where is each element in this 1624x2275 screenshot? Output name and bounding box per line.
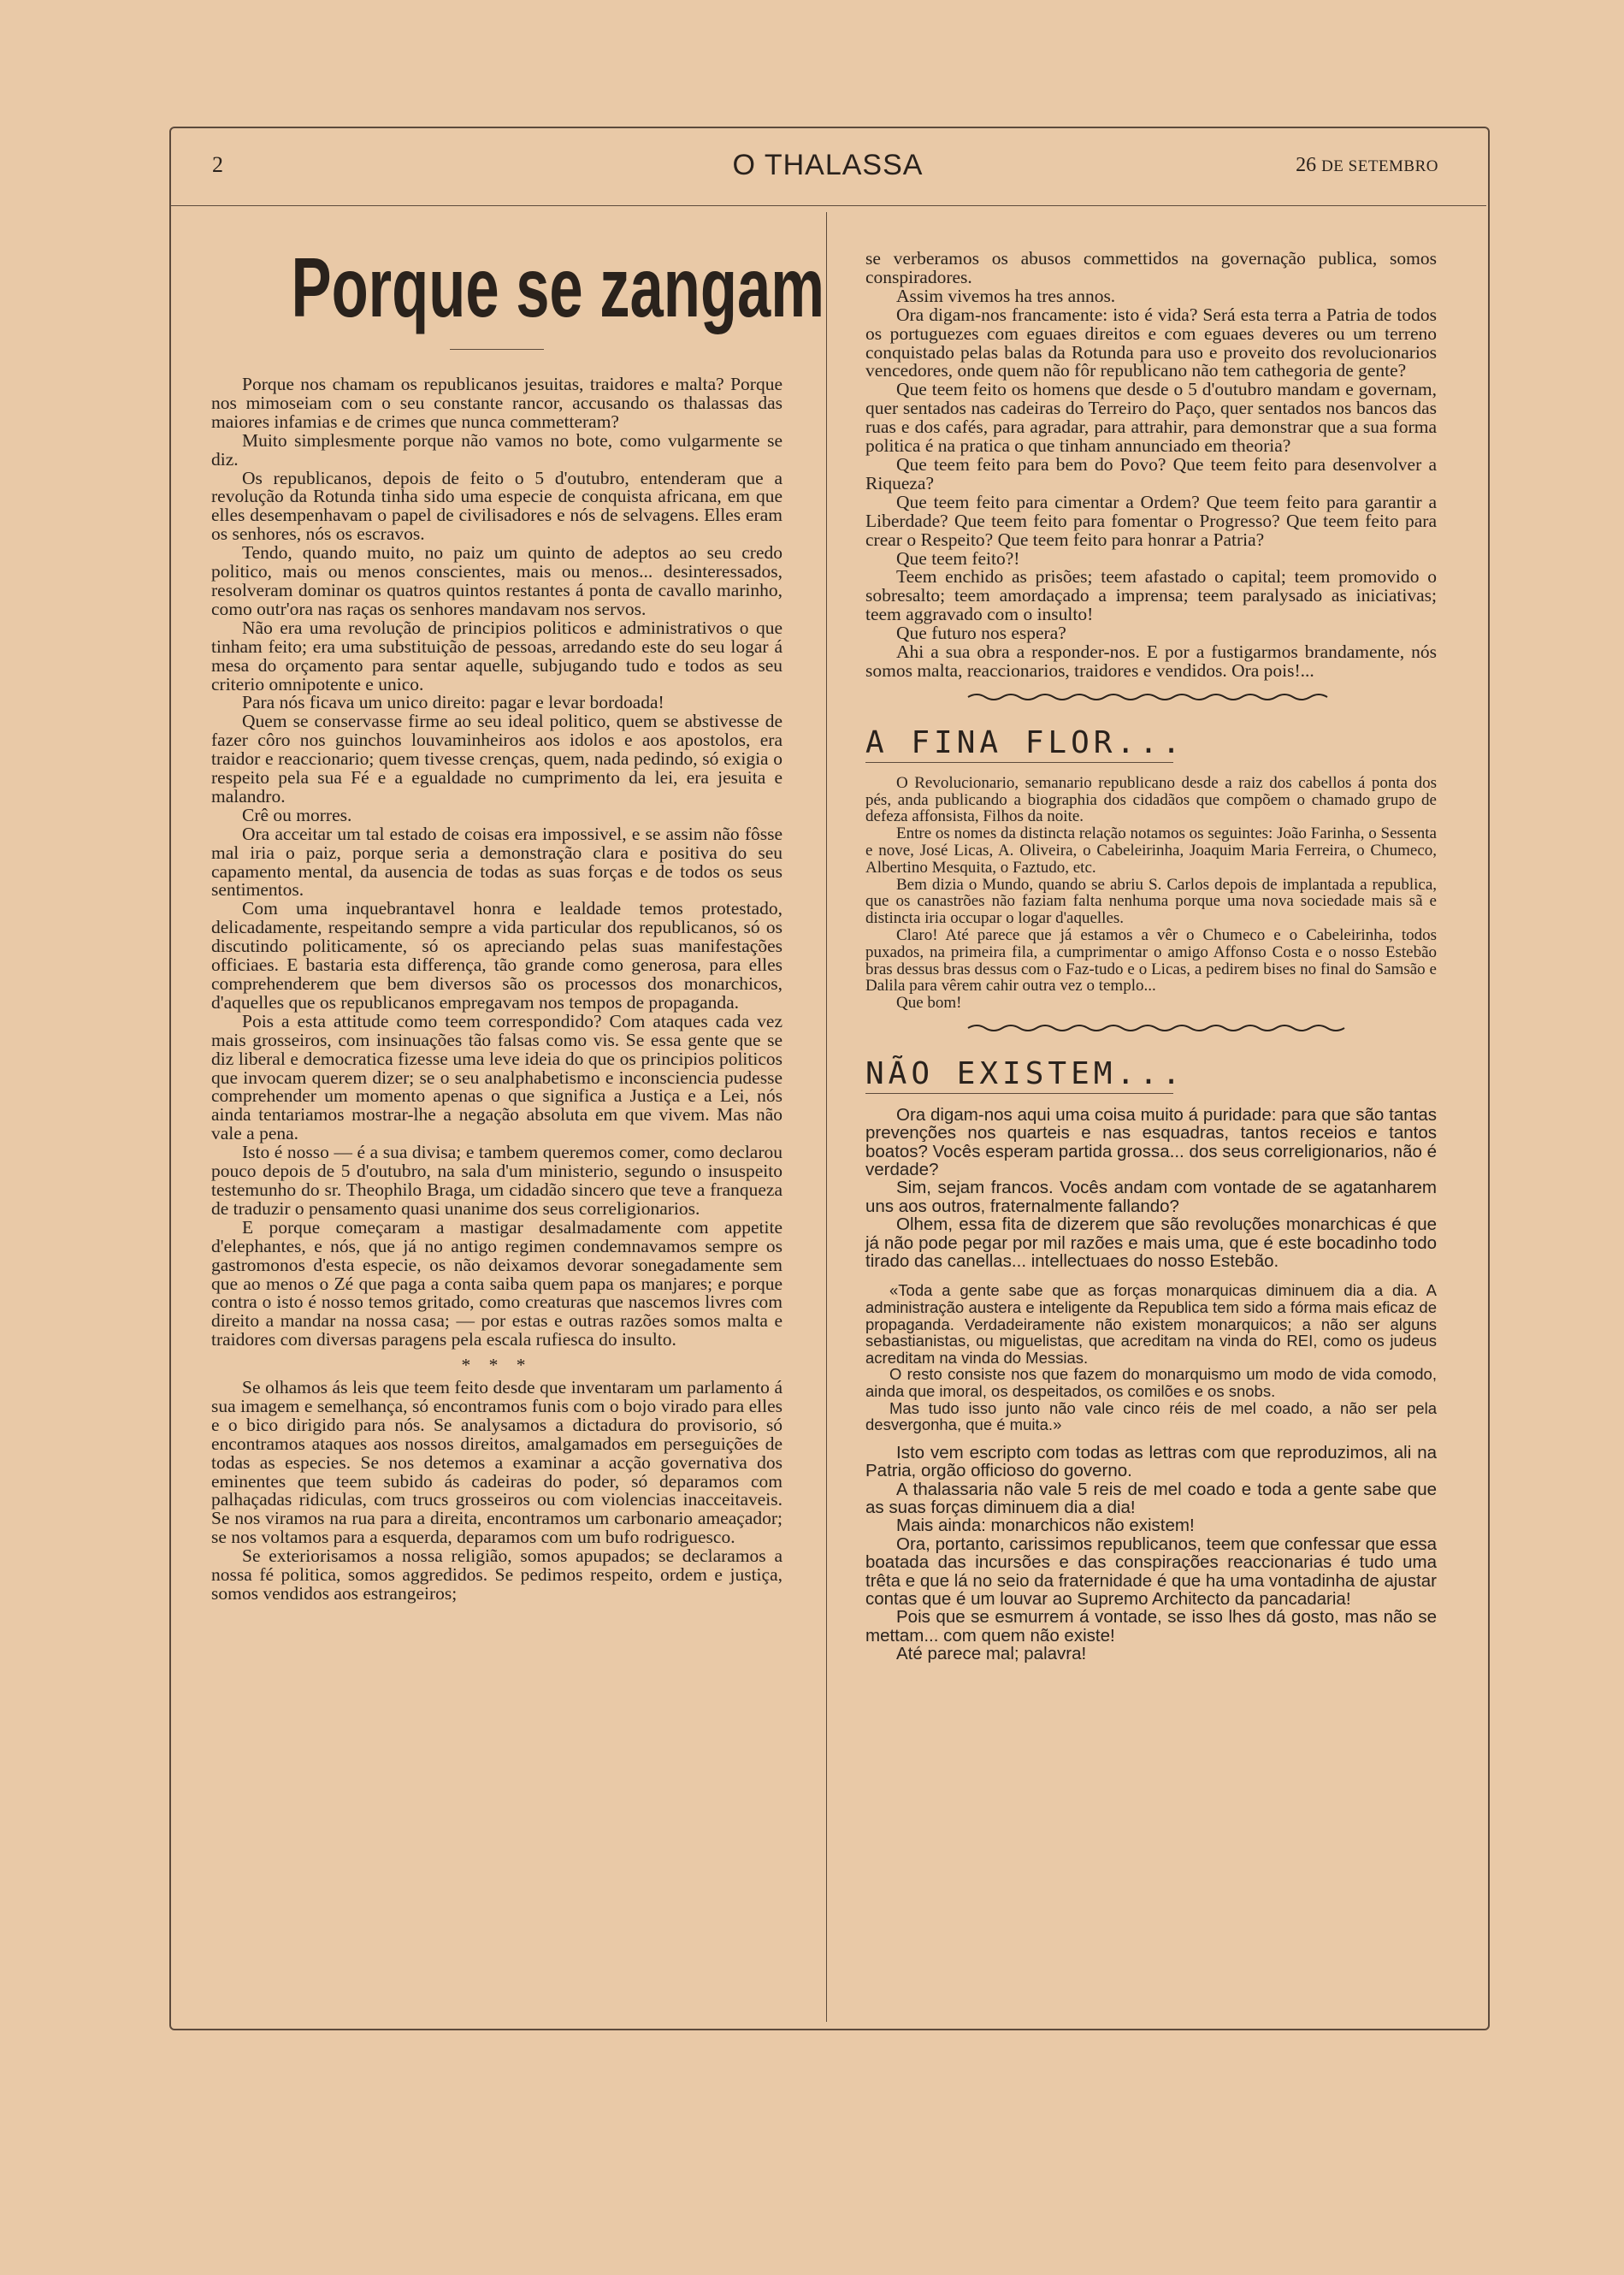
issue-date-day: 26 bbox=[1296, 154, 1317, 176]
issue-date-month: DE SETEMBRO bbox=[1321, 157, 1438, 175]
section-rule bbox=[865, 762, 1173, 763]
paragraph: Para nós ficava um unico direito: pagar e levar bordoada! bbox=[242, 692, 664, 713]
paragraph: Teem enchido as prisões; teem afastado o capital; teem promovido o sobresalto; teem amordaçado a imprensa; teem paralysado as iniciativas; teem aggravado com o insulto! bbox=[865, 566, 1437, 625]
paragraph: Isto vem escripto com todas as lettras com que reproduzimos, ali na Patria, orgão officioso do governo. bbox=[865, 1442, 1437, 1481]
paragraph: Que futuro nos espera? bbox=[896, 623, 1066, 644]
paragraph: Assim vivemos ha tres annos. bbox=[896, 285, 1116, 306]
paragraph: Ora digam-nos aqui uma coisa muito á puridade: para que são tantas prevenções nos quarteis e nas esquadras, tantos receios e tantos boatos? Vocês esperam partida grossa... dos seus correligionarios, não é verdade? bbox=[865, 1104, 1437, 1180]
paragraph: Crê ou morres. bbox=[242, 804, 352, 825]
column-divider bbox=[826, 212, 827, 2022]
paragraph: Que bom! bbox=[896, 994, 962, 1013]
paragraph: Ahi a sua obra a responder-nos. E por a fustigarmos brandamente, nós somos malta, reaccionarios, traidores e vendidos. Ora pois!... bbox=[865, 641, 1437, 681]
right-column bbox=[865, 250, 1437, 1663]
paragraph: Que teem feito?! bbox=[896, 547, 1020, 569]
paragraph: Pois a esta attitude como teem correspondido? Com ataques cada vez mais grosseiros, com insinuações tão falsas como vis. Se essa gente que se diz liberal e democratica fizesse uma leve ideia do que os principios politicos que invocam querem dizer; se o seu analphabetismo e inconsciencia pudesse comprehender um momento apenas o que significa a Justiça e a Lei, nós ainda tentariamos mostrar-lhe a negação absoluta em que vivem. Mas não vale a pena. bbox=[211, 1010, 782, 1144]
paragraph: Quem se conservasse firme ao seu ideal politico, quem se abstivesse de fazer côro nos guinchos louvaminheiros aos idolos e aos apostolos, era traidor e reaccionario; quem tivesse crenças, quem, nada pedindo, só exigia o respeito pela sua Fé e a egualdade no cumprimento da lei, era jesuita e malandro. bbox=[211, 711, 782, 807]
page-header bbox=[169, 127, 1486, 206]
paragraph: O Revolucionario, semanario republicano desde a raiz dos cabellos á ponta dos pés, anda publicando a biographia dos cidadãos que compõem o chamado grupo de defeza affonsista, Filhos da noite. bbox=[865, 773, 1437, 826]
paragraph: Se olhamos ás leis que teem feito desde que inventaram um parlamento á sua imagem e semelhança, só encontramos funis com o bojo virado para elles e o bico dirigido para nós. Se analysamos a dictadura do provisorio, só encontramos ataques aos nossos direitos, amalgamados em perseguições de todas as especies. Se nos detemos a examinar a acção governativa dos eminentes que teem subido ás cadeiras do poder, só deparamos com palhaçadas ridiculas, com trucs grosseiros ou com violencias inacceitaveis. Se nos viramos na rua para a direita, encontramos um carbonario ameaçador; se nos voltamos para a esquerda, deparamos com um bufo rodriguesco. bbox=[211, 1377, 782, 1548]
paragraph: Mais ainda: monarchicos não existem! bbox=[896, 1516, 1195, 1536]
paragraph: se verberamos os abusos commettidos na governação publica, somos conspiradores. bbox=[865, 248, 1437, 287]
paragraph: Não era uma revolução de principios politicos e administrativos o que tinham feito; era uma substituição de pessoas, arredando este do seu logar á mesa do orçamento para sentar aquelle, subjugando tudo e todos as seu criterio omnipotente e unico. bbox=[211, 617, 782, 694]
paragraph: Que teem feito para bem do Povo? Que teem feito para desenvolver a Riqueza? bbox=[865, 453, 1437, 493]
paragraph: Olhem, essa fita de dizerem que são revoluções monarchicas é que já não pode pegar por mil razões e mais uma, que é este bocadinho todo tirado das canellas... intellectuaes do nosso Estebão. bbox=[865, 1214, 1437, 1272]
paragraph: Sim, sejam francos. Vocês andam com vontade de se agatanharem uns aos outros, fraternalmente fallando? bbox=[865, 1178, 1437, 1216]
paragraph: Ora acceitar um tal estado de coisas era impossivel, e se assim não fôsse mal iria o paiz, porque seria a demonstração clara e positiva do seu capamento mental, da ausencia de todas as suas forças e de todos os seus sentimentos. bbox=[211, 823, 782, 901]
issue-date bbox=[1296, 154, 1438, 177]
section-title-nao-existem: NÃO EXISTEM... bbox=[865, 1055, 1185, 1091]
paragraph: Pois que se esmurrem á vontade, se isso lhes dá gosto, mas não se mettam... com quem não existe! bbox=[865, 1607, 1437, 1646]
section-title-a-fina-flor: A FINA FLOR... bbox=[865, 724, 1185, 760]
paragraph: Muito simplesmente porque não vamos no bote, como vulgarmente se diz. bbox=[211, 429, 782, 470]
quote-paragraph: O resto consiste nos que fazem do monarquismo um modo de vida comodo, ainda que imoral, os despeitados, os comilões e os snobs. bbox=[865, 1365, 1437, 1401]
paragraph: Isto é nosso — é a sua divisa; e tambem queremos comer, como declarou pouco depois de 5 d'outubro, na sala d'um ministerio, segundo o insuspeito testemunho do sr. Theophilo Braga, um cidadão sincero que teve a franqueza de traduzir o pensamento quasi unanime dos seus correligionarios. bbox=[211, 1142, 782, 1219]
paragraph: Que teem feito para cimentar a Ordem? Que teem feito para garantir a Liberdade? Que teem feito para fomentar o Progresso? Que teem feito para crear o Respeito? Que teem feito para honrar a Patria? bbox=[865, 491, 1437, 550]
paragraph: Tendo, quando muito, no paiz um quinto de adeptos ao seu credo politico, mais ou menos conscientes, mais ou menos... desinteressados, resolveram dominar os quatros quintos restantes á ponta de cavallo marinho, como outr'ora nas raças os senhores mandavam nos servos. bbox=[211, 542, 782, 619]
paragraph: Claro! Até parece que já estamos a vêr o Chumeco e o Cabeleirinha, todos puxados, na primeira fila, a cumprimentar o amigo Affonso Costa e o nosso Estebão bras dessus bras dessus com o Faz-tudo e o Licas, a pedirem bises no final do Samsão e Dalila para vêrem cahir outra vez o templo... bbox=[865, 925, 1437, 996]
paragraph: Que teem feito os homens que desde o 5 d'outubro mandam e governam, quer sentados nas cadeiras do Terreiro do Paço, quer sentados nos bancos das ruas e dos cafés, para agradar, para attrahir, para demonstrar que a sua forma politica é na pratica o que tinham annunciado em theoria? bbox=[865, 379, 1437, 457]
paragraph: Bem dizia o Mundo, quando se abriu S. Carlos depois de implantada a republica, que os canastrões não faziam falta nenhuma porque uma nova sociedade mais sã e distincta iria occupar o logar d'aquelles. bbox=[865, 875, 1437, 928]
paragraph: Com uma inquebrantavel honra e lealdade temos protestado, delicadamente, respeitando sempre a vida particular dos republicanos, só os discutindo politicamente, só os apreciando pelas suas manifestações officiaes. E bastaria esta differença, tão grande como generosa, para elles comprehenderem que bem diversos são os processos dos monarchicos, d'aquelles que os republicanos empregavam nos tempos de propaganda. bbox=[211, 898, 782, 1013]
masthead-title: O THALASSA bbox=[732, 149, 924, 181]
paragraph: E porque começaram a mastigar desalmadamente com appetite d'elephantes, e nós, que já no antigo regimen condemnavamos sempre os gastromonos d'esta especie, os não deixamos devorar sonegadamente sem que ao menos o Zé que paga a conta saiba quem papa os manjares; e porque contra o isto é nosso temos gritado, como creaturas que nascemos livres com direito a mandar na nossa casa; — por estas e outras razões somos malta e traidores com diversas paragens pela escala rufiesca do insulto. bbox=[211, 1216, 782, 1350]
paragraph: Até parece mal; palavra! bbox=[896, 1644, 1087, 1664]
title-rule bbox=[450, 349, 544, 350]
paragraph: Os republicanos, depois de feito o 5 d'outubro, entenderam que a revolução da Rotunda tinha sido uma especie de conquista africana, em que elles desempenhavam o papel de civilisadores e nós de selvagens. Elles eram os senhores, nós os escravos. bbox=[211, 467, 782, 545]
paragraph: Ora, portanto, carissimos republicanos, teem que confessar que essa boatada das incursões e das conspirações reaccionarias é tudo uma trêta e que lá no seio da fraternidade é que ha uma vontadinha de ajustar contas que é um louvar ao Supremo Architecto da pancadaria! bbox=[865, 1533, 1437, 1610]
quote-paragraph: «Toda a gente sabe que as forças monarquicas diminuem dia a dia. A administração austera e inteligente da Republica tem sido a fórma mais eficaz de propaganda. Verdadeiramente não existem monarquicos; a não ser alguns sebastianistas, ou miguelistas, que acreditam na vinda do REI, como os judeus acreditam na vinda do Messias. bbox=[865, 1281, 1437, 1367]
paragraph: Ora digam-nos francamente: isto é vida? Será esta terra a Patria de todos os portuguezes com eguaes direitos e com eguaes deveres ou um terreno conquistado pelas balas da Rotunda para uso e proveito dos revolucionarios vencedores, onde quem não fôr republicano não tem cathegoria de gente? bbox=[865, 304, 1437, 381]
page-number: 2 bbox=[212, 152, 223, 177]
paragraph: A thalassaria não vale 5 reis de mel coado e toda a gente sabe que as suas forças diminuem dia a dia! bbox=[865, 1479, 1437, 1518]
left-column bbox=[211, 240, 824, 1604]
paragraph: Se exteriorisamos a nossa religião, somos apupados; se declaramos a nossa fé politica, somos aggredidos. Se pedimos respeito, ordem e justiça, somos vendidos aos estrangeiros; bbox=[211, 1545, 782, 1604]
wavy-ornament bbox=[865, 691, 1437, 703]
section-rule bbox=[865, 1093, 1173, 1094]
article-title-porque-se-zangam: Porque se zangam bbox=[291, 240, 824, 334]
paragraph: Entre os nomes da distincta relação notamos os seguintes: João Farinha, o Sessenta e nove, José Licas, A. Oliveira, o Cabeleirinha, Joaquim Maria Ferreira, o Chumeco, Albertino Mesquita, o Faztudo, etc. bbox=[865, 824, 1437, 877]
section-separator: * * * bbox=[461, 1355, 533, 1376]
quoted-passage bbox=[865, 1282, 1437, 1433]
quote-paragraph: Mas tudo isso junto não vale cinco réis de mel coado, a não ser pela desvergonha, que é muita.» bbox=[865, 1398, 1437, 1434]
paragraph: Porque nos chamam os republicanos jesuitas, traidores e malta? Porque nos mimoseiam com o seu constante rancor, accusando os thalassas das maiores infamias e de crimes que nunca commetteram? bbox=[211, 374, 782, 432]
wavy-ornament bbox=[865, 1022, 1437, 1034]
